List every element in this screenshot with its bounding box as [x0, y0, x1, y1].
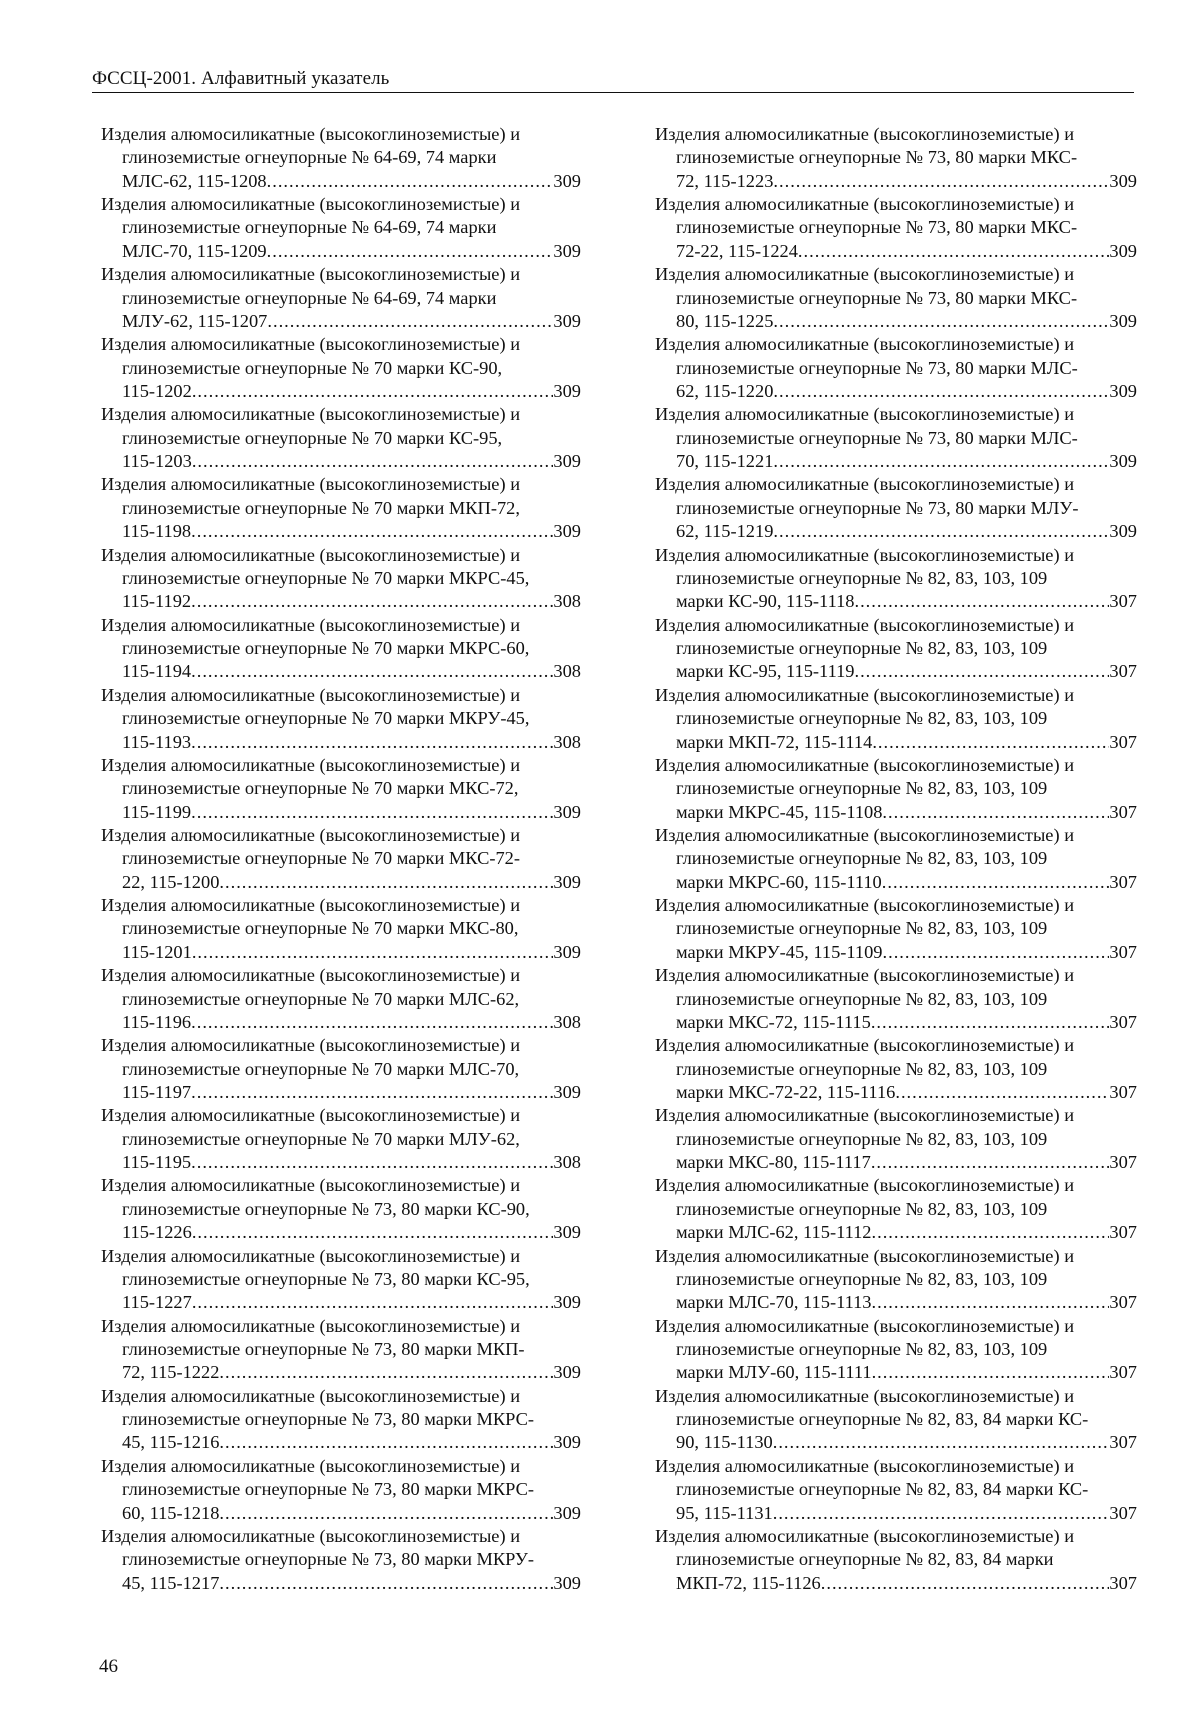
index-entry — [101, 1034, 581, 1104]
index-entry — [655, 1174, 1137, 1244]
entry-line-2: глиноземистые огнеупорные № 70 марки МКРС-45, — [122, 567, 530, 588]
entry-line-2: глиноземистые огнеупорные № 82, 83, 84 марки КС- — [676, 1409, 1089, 1430]
entry-line-1: Изделия алюмосиликатные (высокоглиноземистые) и — [101, 334, 521, 355]
entry-line-1: Изделия алюмосиликатные (высокоглиноземистые) и — [655, 895, 1075, 916]
entry-line-1: Изделия алюмосиликатные (высокоглиноземистые) и — [655, 474, 1075, 495]
dot-leader — [854, 590, 1109, 613]
entry-reference: 45, 115-1216 — [122, 1432, 220, 1453]
entry-line-3 — [101, 801, 581, 824]
dot-leader — [192, 450, 554, 473]
index-entry — [101, 403, 581, 473]
entry-reference: МКП-72, 115-1126 — [676, 1572, 821, 1593]
entry-page-number: 307 — [1109, 1432, 1137, 1453]
entry-reference: марки МКРУ-45, 115-1109 — [676, 941, 883, 962]
entry-line-1: Изделия алюмосиликатные (высокоглиноземистые) и — [101, 895, 521, 916]
entry-page-number: 309 — [1109, 381, 1137, 402]
entry-page-number: 307 — [1109, 1222, 1137, 1243]
entry-reference: 115-1198 — [122, 521, 192, 542]
page-header — [92, 68, 1134, 93]
entry-page-number: 307 — [1109, 1082, 1137, 1102]
entry-line-1: Изделия алюмосиликатные (высокоглиноземистые) и — [655, 1105, 1075, 1126]
index-entry — [101, 684, 581, 754]
entry-reference: марки МЛС-70, 115-1113 — [676, 1292, 872, 1313]
entry-reference: марки МЛУ-60, 115-1111 — [676, 1362, 872, 1383]
entry-page-number: 308 — [553, 1011, 581, 1032]
entry-line-3 — [655, 801, 1137, 824]
entry-reference: марки КС-95, 115-1119 — [676, 661, 855, 682]
entry-reference: МЛУ-62, 115-1207 — [122, 310, 268, 331]
index-entry — [655, 614, 1137, 684]
dot-leader — [267, 310, 553, 333]
entry-reference: 62, 115-1220 — [676, 381, 774, 402]
dot-leader — [219, 871, 553, 894]
entry-line-1: Изделия алюмосиликатные (высокоглиноземистые) и — [655, 544, 1075, 565]
entry-line-1: Изделия алюмосиликатные (высокоглиноземистые) и — [101, 684, 521, 705]
dot-leader — [219, 1431, 553, 1454]
index-entry — [655, 684, 1137, 754]
index-entry — [101, 333, 581, 403]
entry-page-number: 307 — [1109, 1011, 1137, 1032]
entry-line-2: глиноземистые огнеупорные № 64-69, 74 марки — [122, 147, 497, 168]
dot-leader — [191, 590, 553, 613]
entry-line-1: Изделия алюмосиликатные (высокоглиноземистые) и — [655, 1455, 1075, 1476]
dot-leader — [192, 1291, 554, 1314]
index-entry — [655, 1245, 1137, 1315]
entry-line-2: глиноземистые огнеупорные № 70 марки МКС-72- — [122, 848, 521, 869]
entry-line-1: Изделия алюмосиликатные (высокоглиноземистые) и — [655, 1315, 1075, 1336]
entry-line-1: Изделия алюмосиликатные (высокоглиноземистые) и — [655, 1245, 1075, 1266]
entry-line-3 — [655, 1151, 1137, 1174]
index-entry — [655, 263, 1137, 333]
dot-leader — [882, 801, 1109, 824]
entry-page-number: 309 — [553, 1082, 581, 1102]
entry-page-number: 307 — [1109, 591, 1137, 612]
entry-reference: 45, 115-1217 — [122, 1572, 220, 1593]
entry-line-2: глиноземистые огнеупорные № 82, 83, 103, 109 — [676, 1128, 1048, 1149]
entry-line-2: глиноземистые огнеупорные № 73, 80 марки МКС- — [676, 287, 1078, 308]
index-entry — [655, 1315, 1137, 1385]
entry-line-2: глиноземистые огнеупорные № 82, 83, 103, 109 — [676, 778, 1048, 799]
entry-reference: марки МКС-72, 115-1115 — [676, 1011, 871, 1032]
dot-leader — [773, 450, 1109, 473]
entry-page-number: 307 — [1109, 1362, 1137, 1383]
index-entry — [655, 1525, 1137, 1595]
dot-leader — [191, 660, 553, 683]
entry-page-number: 307 — [1109, 731, 1137, 752]
entry-page-number: 309 — [1109, 451, 1137, 472]
dot-leader — [219, 1572, 553, 1595]
index-entry — [101, 1525, 581, 1595]
entry-line-2: глиноземистые огнеупорные № 73, 80 марки МКС- — [676, 147, 1078, 168]
entry-line-3 — [101, 871, 581, 894]
entry-line-2: глиноземистые огнеупорные № 70 марки МКП-72, — [122, 497, 520, 518]
entry-line-1: Изделия алюмосиликатные (высокоглиноземистые) и — [101, 1105, 521, 1126]
index-entry — [101, 544, 581, 614]
entry-line-1: Изделия алюмосиликатные (высокоглиноземистые) и — [101, 1455, 521, 1476]
entry-line-3 — [101, 1151, 581, 1174]
index-entry — [655, 193, 1137, 263]
entry-line-1: Изделия алюмосиликатные (высокоглиноземистые) и — [655, 334, 1075, 355]
entry-line-1: Изделия алюмосиликатные (высокоглиноземистые) и — [101, 474, 521, 495]
dot-leader — [191, 1151, 553, 1174]
entry-page-number: 308 — [553, 661, 581, 682]
dot-leader — [219, 1361, 553, 1384]
dot-leader — [192, 380, 554, 403]
dot-leader — [191, 1011, 553, 1034]
entry-line-1: Изделия алюмосиликатные (высокоглиноземистые) и — [101, 754, 521, 775]
entry-line-2: глиноземистые огнеупорные № 73, 80 марки МЛС- — [676, 357, 1078, 378]
entry-line-2: глиноземистые огнеупорные № 73, 80 марки МКС- — [676, 217, 1078, 238]
index-entry — [101, 754, 581, 824]
dot-leader — [773, 1502, 1110, 1525]
entry-page-number: 309 — [553, 451, 581, 472]
entry-reference: 62, 115-1219 — [676, 521, 774, 542]
entry-line-3 — [655, 310, 1137, 333]
index-entry — [655, 333, 1137, 403]
index-entry — [655, 1104, 1137, 1174]
index-entry — [101, 263, 581, 333]
entry-line-2: глиноземистые огнеупорные № 82, 83, 84 марки — [676, 1549, 1054, 1570]
entry-reference: 115-1197 — [122, 1082, 192, 1102]
index-entry — [655, 754, 1137, 824]
entry-line-1: Изделия алюмосиликатные (высокоглиноземистые) и — [655, 965, 1075, 986]
entry-reference: МЛС-70, 115-1209 — [122, 240, 267, 261]
entry-line-2: глиноземистые огнеупорные № 82, 83, 103, 109 — [676, 918, 1048, 939]
entry-line-2: глиноземистые огнеупорные № 70 марки МЛС-70, — [122, 1058, 520, 1079]
entry-line-3 — [101, 170, 581, 193]
entry-line-3 — [655, 450, 1137, 473]
entry-line-1: Изделия алюмосиликатные (высокоглиноземистые) и — [655, 754, 1075, 775]
entry-line-3 — [101, 1011, 581, 1034]
entry-line-3 — [655, 731, 1137, 754]
entry-line-2: глиноземистые огнеупорные № 82, 83, 103, 109 — [676, 567, 1048, 588]
entry-page-number: 309 — [553, 1502, 581, 1523]
entry-reference: 72, 115-1222 — [122, 1362, 220, 1383]
entry-line-2: глиноземистые огнеупорные № 70 марки КС-95, — [122, 427, 503, 448]
entry-reference: 80, 115-1225 — [676, 310, 774, 331]
entry-line-3 — [101, 1431, 581, 1454]
entry-page-number: 309 — [553, 1432, 581, 1453]
dot-leader — [895, 1081, 1109, 1104]
dot-leader — [872, 1221, 1110, 1244]
entry-line-2: глиноземистые огнеупорные № 64-69, 74 марки — [122, 217, 497, 238]
index-entry — [101, 614, 581, 684]
index-entry — [101, 964, 581, 1034]
entry-line-2: глиноземистые огнеупорные № 64-69, 74 марки — [122, 287, 497, 308]
entry-reference: марки МЛС-62, 115-1112 — [676, 1222, 872, 1243]
entry-line-3 — [101, 941, 581, 964]
dot-leader — [773, 380, 1109, 403]
entry-line-3 — [101, 660, 581, 683]
entry-line-1: Изделия алюмосиликатные (высокоглиноземистые) и — [101, 124, 521, 144]
entry-reference: 115-1196 — [122, 1011, 192, 1032]
index-entry — [655, 1034, 1137, 1104]
dot-leader — [821, 1572, 1110, 1595]
entry-line-2: глиноземистые огнеупорные № 70 марки МКРС-60, — [122, 638, 530, 659]
entry-line-3 — [101, 520, 581, 543]
entry-line-1: Изделия алюмосиликатные (высокоглиноземистые) и — [655, 1385, 1075, 1406]
entry-page-number: 307 — [1109, 941, 1137, 962]
entry-page-number: 307 — [1109, 801, 1137, 822]
entry-line-2: глиноземистые огнеупорные № 70 марки МЛС-62, — [122, 988, 520, 1009]
entry-reference: МЛС-62, 115-1208 — [122, 170, 267, 191]
entry-line-2: глиноземистые огнеупорные № 73, 80 марки МКП- — [122, 1338, 525, 1359]
entry-line-3 — [101, 1502, 581, 1525]
entry-line-3 — [101, 380, 581, 403]
entry-page-number: 308 — [553, 731, 581, 752]
entry-line-3 — [655, 941, 1137, 964]
entry-reference: 115-1194 — [122, 661, 192, 682]
dot-leader — [872, 731, 1109, 754]
entry-line-2: глиноземистые огнеупорные № 70 марки МКРУ-45, — [122, 708, 530, 729]
entry-page-number: 307 — [1109, 871, 1137, 892]
entry-reference: 115-1192 — [122, 591, 192, 612]
entry-reference: 22, 115-1200 — [122, 871, 220, 892]
entry-page-number: 309 — [553, 1572, 581, 1593]
entry-line-1: Изделия алюмосиликатные (высокоглиноземистые) и — [655, 614, 1075, 635]
entry-reference: марки КС-90, 115-1118 — [676, 591, 855, 612]
entry-page-number: 309 — [553, 1292, 581, 1313]
entry-reference: 90, 115-1130 — [676, 1432, 773, 1453]
index-entry — [655, 1385, 1137, 1455]
entry-line-1: Изделия алюмосиликатные (высокоглиноземистые) и — [101, 544, 521, 565]
index-entry — [101, 1245, 581, 1315]
entry-line-3 — [655, 240, 1137, 263]
entry-page-number: 309 — [553, 801, 581, 822]
entry-reference: 115-1195 — [122, 1152, 192, 1173]
dot-leader — [192, 1221, 554, 1244]
entry-line-3 — [101, 450, 581, 473]
dot-leader — [191, 1081, 553, 1104]
dot-leader — [883, 941, 1110, 964]
entry-line-3 — [655, 871, 1137, 894]
entry-page-number: 307 — [1109, 1502, 1137, 1523]
entry-reference: 72, 115-1223 — [676, 170, 774, 191]
entry-line-2: глиноземистые огнеупорные № 73, 80 марки МЛУ- — [676, 497, 1079, 518]
entry-line-2: глиноземистые огнеупорные № 70 марки КС-90, — [122, 357, 503, 378]
index-entry — [655, 1455, 1137, 1525]
entry-line-1: Изделия алюмосиликатные (высокоглиноземистые) и — [101, 264, 521, 285]
entry-line-3 — [655, 1081, 1137, 1104]
dot-leader — [191, 520, 553, 543]
entry-reference: 115-1227 — [122, 1292, 192, 1313]
entry-reference: марки МКП-72, 115-1114 — [676, 731, 873, 752]
entry-line-3 — [101, 590, 581, 613]
entry-line-2: глиноземистые огнеупорные № 82, 83, 103, 109 — [676, 1198, 1048, 1219]
dot-leader — [219, 1502, 553, 1525]
dot-leader — [192, 941, 554, 964]
entry-reference: 70, 115-1221 — [676, 451, 774, 472]
entry-page-number: 309 — [553, 170, 581, 191]
entry-line-1: Изделия алюмосиликатные (высокоглиноземистые) и — [655, 1035, 1075, 1056]
dot-leader — [773, 520, 1109, 543]
entry-page-number: 307 — [1109, 1572, 1137, 1593]
dot-leader — [854, 660, 1109, 683]
entry-line-1: Изделия алюмосиликатные (высокоглиноземистые) и — [101, 1175, 521, 1196]
entry-line-3 — [101, 1221, 581, 1244]
entry-page-number: 309 — [1109, 521, 1137, 542]
dot-leader — [267, 170, 554, 193]
index-entry — [655, 473, 1137, 543]
entry-line-2: глиноземистые огнеупорные № 73, 80 марки МКРС- — [122, 1409, 534, 1430]
entry-line-2: глиноземистые огнеупорные № 70 марки МКС-72, — [122, 778, 519, 799]
entry-line-2: глиноземистые огнеупорные № 70 марки МЛУ-62, — [122, 1128, 520, 1149]
entry-line-3 — [101, 1081, 581, 1104]
entry-line-3 — [655, 660, 1137, 683]
entry-page-number: 309 — [553, 871, 581, 892]
entry-line-2: глиноземистые огнеупорные № 82, 83, 103, 109 — [676, 848, 1048, 869]
entry-reference: 115-1226 — [122, 1222, 192, 1243]
entry-reference: 115-1193 — [122, 731, 192, 752]
entry-reference: 115-1202 — [122, 381, 192, 402]
entry-line-1: Изделия алюмосиликатные (высокоглиноземистые) и — [655, 124, 1075, 144]
entry-page-number: 309 — [553, 521, 581, 542]
entry-line-1: Изделия алюмосиликатные (высокоглиноземистые) и — [655, 684, 1075, 705]
entry-line-1: Изделия алюмосиликатные (высокоглиноземистые) и — [101, 965, 521, 986]
index-entry — [101, 1455, 581, 1525]
entry-reference: марки МКС-72-22, 115-1116 — [676, 1082, 896, 1102]
entry-page-number: 307 — [1109, 1292, 1137, 1313]
entry-line-1: Изделия алюмосиликатные (высокоглиноземистые) и — [101, 1035, 521, 1056]
dot-leader — [191, 801, 553, 824]
index-entry — [101, 1104, 581, 1174]
entry-line-1: Изделия алюмосиликатные (высокоглиноземистые) и — [655, 194, 1075, 215]
page-number: 46 — [99, 1656, 118, 1677]
entry-line-2: глиноземистые огнеупорные № 82, 83, 103, 109 — [676, 1268, 1048, 1289]
index-entry — [101, 824, 581, 894]
index-entry — [655, 123, 1137, 193]
header-title: ФССЦ-2001. Алфавитный указатель — [92, 68, 390, 89]
dot-leader — [871, 1011, 1110, 1034]
entry-reference: марки МКС-80, 115-1117 — [676, 1152, 871, 1173]
entry-line-2: глиноземистые огнеупорные № 73, 80 марки КС-90, — [122, 1198, 530, 1219]
entry-line-3 — [101, 1291, 581, 1314]
index-entry — [101, 1385, 581, 1455]
entry-line-2: глиноземистые огнеупорные № 73, 80 марки КС-95, — [122, 1268, 530, 1289]
index-entry — [655, 964, 1137, 1034]
dot-leader — [872, 1291, 1110, 1314]
entry-page-number: 309 — [1109, 240, 1137, 261]
entry-line-1: Изделия алюмосиликатные (высокоглиноземистые) и — [655, 264, 1075, 285]
entry-line-2: глиноземистые огнеупорные № 82, 83, 84 марки КС- — [676, 1479, 1089, 1500]
dot-leader — [773, 310, 1109, 333]
dot-leader — [798, 240, 1109, 263]
entry-line-3 — [655, 590, 1137, 613]
entry-line-1: Изделия алюмосиликатные (высокоглиноземистые) и — [101, 1245, 521, 1266]
entry-line-1: Изделия алюмосиликатные (высокоглиноземистые) и — [101, 404, 521, 425]
index-entry — [655, 824, 1137, 894]
entry-line-1: Изделия алюмосиликатные (высокоглиноземистые) и — [655, 1175, 1075, 1196]
entry-line-1: Изделия алюмосиликатные (высокоглиноземистые) и — [101, 194, 521, 215]
entry-page-number: 309 — [553, 941, 581, 962]
index-entry — [101, 123, 581, 193]
entry-line-3 — [655, 1502, 1137, 1525]
index-entry — [101, 473, 581, 543]
index-entry — [655, 544, 1137, 614]
entry-line-2: глиноземистые огнеупорные № 82, 83, 103, 109 — [676, 1058, 1048, 1079]
entry-line-3 — [101, 731, 581, 754]
entry-line-2: глиноземистые огнеупорные № 82, 83, 103, 109 — [676, 638, 1048, 659]
index-entry — [101, 1174, 581, 1244]
index-entry — [101, 894, 581, 964]
entry-line-2: глиноземистые огнеупорные № 82, 83, 103, 109 — [676, 988, 1048, 1009]
entry-line-1: Изделия алюмосиликатные (высокоглиноземистые) и — [101, 824, 521, 845]
entry-line-2: глиноземистые огнеупорные № 82, 83, 103, 109 — [676, 1338, 1048, 1359]
entry-line-2: глиноземистые огнеупорные № 82, 83, 103, 109 — [676, 708, 1048, 729]
entry-page-number: 309 — [1109, 170, 1137, 191]
entry-reference: 115-1199 — [122, 801, 192, 822]
entry-page-number: 309 — [553, 310, 581, 331]
entry-line-1: Изделия алюмосиликатные (высокоглиноземистые) и — [101, 614, 521, 635]
entry-line-3 — [655, 1431, 1137, 1454]
dot-leader — [267, 240, 554, 263]
entry-line-3 — [655, 1572, 1137, 1595]
entry-line-1: Изделия алюмосиликатные (высокоглиноземистые) и — [101, 1315, 521, 1336]
entry-line-1: Изделия алюмосиликатные (высокоглиноземистые) и — [101, 1385, 521, 1406]
entry-line-3 — [101, 310, 581, 333]
entry-page-number: 309 — [553, 240, 581, 261]
entry-page-number: 308 — [553, 1152, 581, 1173]
entry-line-1: Изделия алюмосиликатные (высокоглиноземистые) и — [101, 1525, 521, 1546]
index-entry — [101, 193, 581, 263]
left-index-column — [101, 123, 581, 1595]
entry-line-2: глиноземистые огнеупорные № 73, 80 марки МЛС- — [676, 427, 1078, 448]
entry-page-number: 309 — [1109, 310, 1137, 331]
right-index-column — [655, 123, 1137, 1595]
entry-line-1: Изделия алюмосиликатные (высокоглиноземистые) и — [655, 1525, 1075, 1546]
entry-page-number: 309 — [553, 1222, 581, 1243]
entry-line-3 — [655, 520, 1137, 543]
dot-leader — [773, 1431, 1110, 1454]
entry-line-2: глиноземистые огнеупорные № 73, 80 марки МКРУ- — [122, 1549, 535, 1570]
entry-page-number: 307 — [1109, 1152, 1137, 1173]
entry-line-1: Изделия алюмосиликатные (высокоглиноземистые) и — [655, 404, 1075, 425]
entry-line-3 — [655, 1291, 1137, 1314]
entry-reference: марки МКРС-45, 115-1108 — [676, 801, 883, 822]
entry-line-3 — [655, 1221, 1137, 1244]
entry-line-3 — [101, 1361, 581, 1384]
entry-line-3 — [655, 380, 1137, 403]
entry-page-number: 308 — [553, 591, 581, 612]
entry-line-2: глиноземистые огнеупорные № 73, 80 марки МКРС- — [122, 1479, 534, 1500]
dot-leader — [882, 871, 1110, 894]
entry-reference: 60, 115-1218 — [122, 1502, 220, 1523]
entry-reference: 72-22, 115-1224 — [676, 240, 798, 261]
dot-leader — [191, 731, 553, 754]
entry-reference: марки МКРС-60, 115-1110 — [676, 871, 882, 892]
entry-page-number: 309 — [553, 1362, 581, 1383]
entry-reference: 95, 115-1131 — [676, 1502, 773, 1523]
entry-line-3 — [655, 1011, 1137, 1034]
dot-leader — [872, 1361, 1110, 1384]
entry-page-number: 307 — [1109, 661, 1137, 682]
entry-reference: 115-1203 — [122, 451, 192, 472]
index-entry — [101, 1315, 581, 1385]
entry-line-3 — [101, 1572, 581, 1595]
entry-line-3 — [655, 170, 1137, 193]
entry-line-1: Изделия алюмосиликатные (высокоглиноземистые) и — [655, 824, 1075, 845]
dot-leader — [773, 170, 1109, 193]
entry-line-2: глиноземистые огнеупорные № 70 марки МКС-80, — [122, 918, 519, 939]
entry-page-number: 309 — [553, 381, 581, 402]
index-entry — [655, 894, 1137, 964]
index-entry — [655, 403, 1137, 473]
entry-line-3 — [101, 240, 581, 263]
entry-line-3 — [655, 1361, 1137, 1384]
dot-leader — [871, 1151, 1110, 1174]
entry-reference: 115-1201 — [122, 941, 192, 962]
